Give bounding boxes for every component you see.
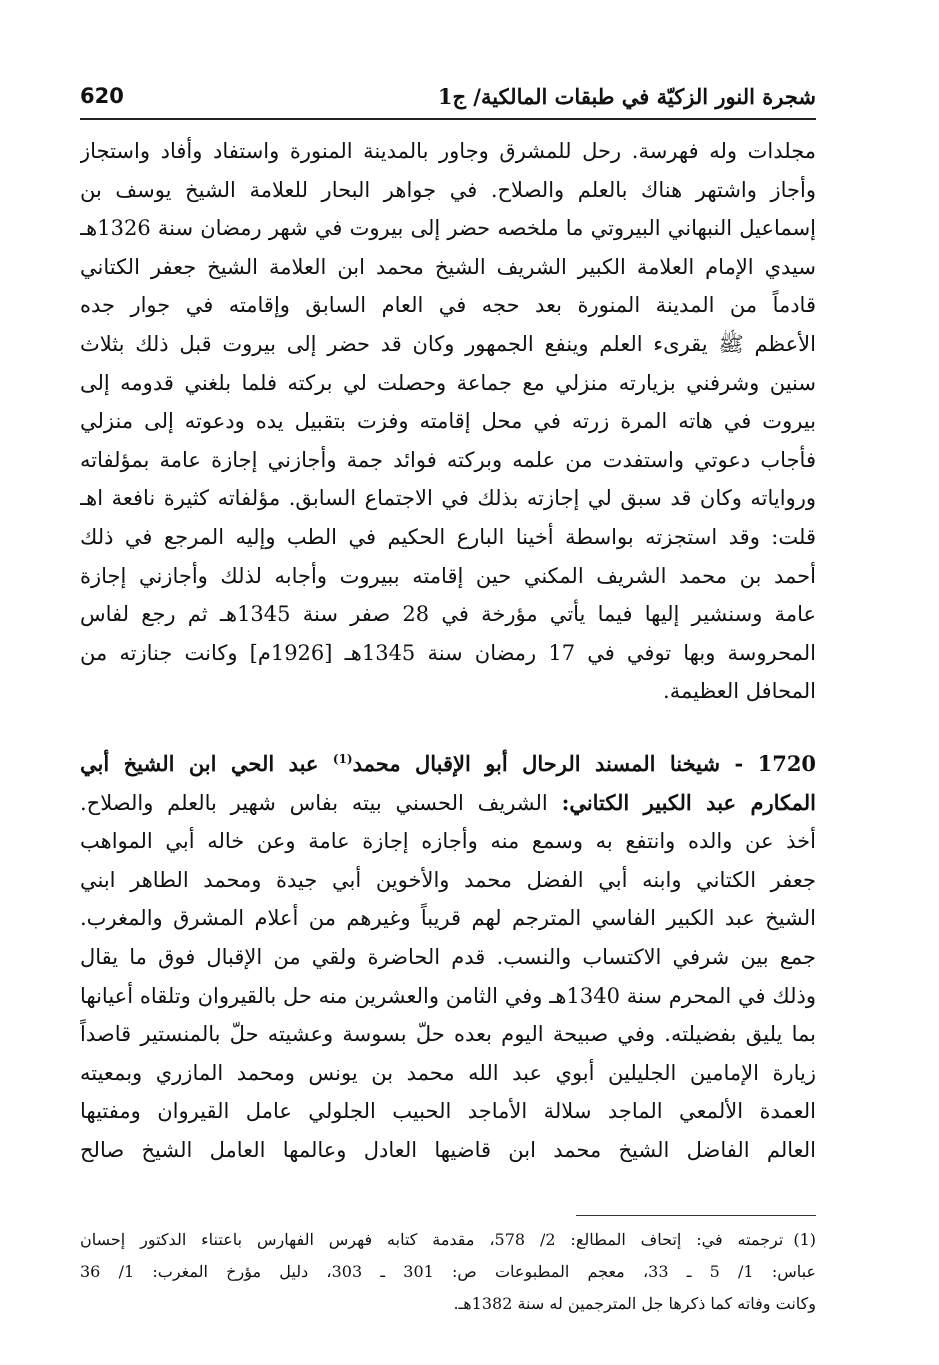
- entry-heading: شيخنا المسند الرحال أبو الإقبال محمد: [352, 751, 721, 776]
- entry-heading-tail: عبد الحي ابن الشيخ أبي: [80, 751, 319, 776]
- footnote-divider: [576, 1215, 816, 1216]
- footnotes-block: [80, 1224, 816, 1320]
- text-line: قلت: وقد استجزته بواسطة أخينا البارع الحكيم في الطب وإليه المرجع في ذلك: [80, 524, 816, 549]
- biography-entry: [80, 745, 816, 1170]
- page-number: 620: [80, 84, 124, 108]
- text-line: فأجاب دعوتي واستفدت من علمه وبركته فوائد جمة وأجازني إجازة عامة بمؤلفاته: [80, 447, 816, 472]
- entry-heading-line-1: [80, 745, 816, 784]
- text-line: العمدة الألمعي الماجد سلالة الأماجد الحبيب الجلولي عامل القيروان ومفتيها: [80, 1099, 816, 1124]
- text-line: وأجاز واشتهر هناك بالعلم والصلاح. في جواهر البحار للعلامة الشيخ يوسف بن: [80, 177, 816, 202]
- text-line: أخذ عن والده وانتفع به وسمع منه وأجازه إجازة عامة وعن خاله أبي المواهب: [80, 829, 816, 854]
- entry-number: 1720: [757, 751, 816, 776]
- header-title: شجرة النور الزكيّة في طبقات المالكية/ ج1: [437, 84, 816, 109]
- text-line: أحمد بن محمد الشريف المكني حين إقامته ببيروت وأجابه لذلك وأجازني إجازة: [80, 563, 816, 588]
- text-line: المحافل العظيمة.: [663, 679, 816, 704]
- text-line: زيارة الإمامين الجليلين أبوي عبد الله محمد بن يونس ومحمد المازري وبمعيته: [80, 1060, 816, 1085]
- text-line: قادماً من المدينة المنورة بعد حجه في العام السابق وإقامته في جوار جده: [80, 293, 816, 318]
- text-line: إسماعيل النبهاني البيروتي ما ملخصه حضر إلى بيروت في شهر رمضان سنة 1326هـ: [80, 216, 816, 241]
- text-line: عامة وسنشير إليها فيما يأتي مؤرخة في 28 صفر سنة 1345هـ ثم رجع لفاس: [80, 602, 816, 627]
- text-line: وذلك في المحرم سنة 1340هـ وفي الثامن والعشرين منه حل بالقيروان وتلقاه أعيانها: [80, 983, 816, 1008]
- text-line: بما يليق بفضيلته. وفي صبيحة اليوم بعده حلّ بسوسة وعشيته حلّ بالمنستير قاصداً: [80, 1022, 816, 1047]
- text-line: الشيخ عبد الكبير الفاسي المترجم لهم قريباً وغيرهم من أعلام المشرق والمغرب.: [80, 906, 816, 931]
- text-line: جعفر الكتاني وابنه أبي الفضل محمد والأخوين أبي جيدة ومحمد الطاهر ابني: [80, 867, 816, 892]
- text-line: مجلدات وله فهرسة. رحل للمشرق وجاور بالمدينة المنورة واستفاد وأفاد واستجاز: [80, 139, 816, 163]
- book-page: [80, 0, 816, 1365]
- footnote-text: ترجمته في: إتحاف المطالع: 2/ 578، مقدمة كتابه فهرس الفهارس باعتناء الدكتور إحسان: [80, 1230, 784, 1249]
- text-line: سيدي الإمام العلامة الكبير الشريف الشيخ محمد ابن العلامة الشيخ جعفر الكتاني: [80, 254, 816, 279]
- text-line: المحروسة وبها توفي في 17 رمضان سنة 1345هـ [1926م] وكانت جنازته من: [80, 640, 816, 665]
- entry-heading-desc: الشريف الحسني بيته بفاس شهير بالعلم والصلاح.: [80, 790, 548, 815]
- entry-dash: -: [734, 751, 744, 776]
- text-line: الأعظم ﷺ يقرىء العلم وينفع الجمهور وكان قد حضر إلى بيروت قبل ذلك بثلاث: [80, 331, 816, 356]
- footnote-line: وكانت وفاته كما ذكرها جل المترجمين له سنة 1382هـ.: [453, 1294, 816, 1313]
- footnote-line-1: [80, 1224, 816, 1256]
- footnote-number: (1): [793, 1230, 816, 1249]
- main-text-block: [80, 132, 816, 711]
- header-divider: [80, 118, 816, 120]
- footnote-reference[interactable]: (1): [332, 752, 353, 766]
- text-line: العالم الفاضل الشيخ محمد ابن قاضيها العادل وعالمها العامل الشيخ صالح: [80, 1137, 816, 1162]
- text-line: بيروت في هاته المرة زرته في محل إقامته وفزت بتقبيل يده ودعوته إلى منزلي: [80, 409, 816, 434]
- footnote-line: عباس: 1/ 5 ـ 33، معجم المطبوعات ص: 301 ـ 303، دليل مؤرخ المغرب: 1/ 36: [80, 1262, 816, 1281]
- text-line: ورواياته وكان قد سبق لي إجازته بذلك في الاجتماع السابق. مؤلفاته كثيرة نافعة اهـ: [80, 486, 816, 511]
- entry-heading-name: المكارم عبد الكبير الكتاني:: [561, 789, 816, 815]
- entry-heading-line-2: [80, 784, 816, 823]
- text-line: جمع بين شرفي الاكتساب والنسب. قدم الحاضرة ولقي من الإقبال فوق ما يقال: [80, 944, 816, 969]
- running-header: [80, 84, 816, 118]
- text-line: سنين وشرفني بزيارته منزلي مع جماعة وحصلت لي بركته فلما بلغني قدومه إلى: [80, 370, 816, 395]
